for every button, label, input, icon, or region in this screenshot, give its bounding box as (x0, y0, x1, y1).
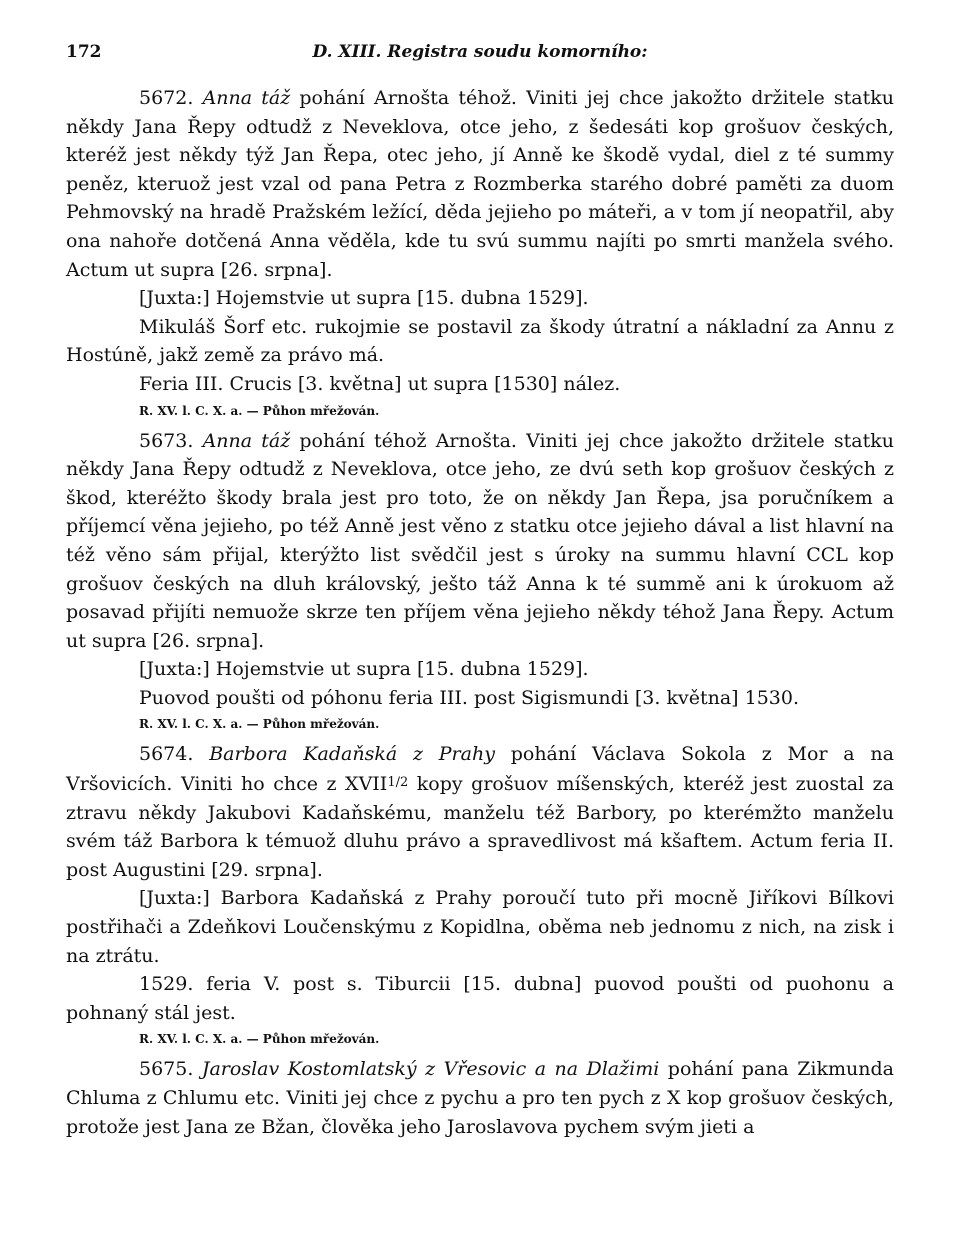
entry-paragraph: [Juxta:] Barbora Kadaňská z Prahy poroučí tuto při mocně Jiříkovi Bílkovi postřihači a Zdeňkovi Loučenskýmu z Kopidlna, oběma neb jednomu z nich, na zisk i na ztrátu. (66, 887, 894, 967)
entry-text: pohání pana Zikmunda Chluma z Chlumu etc. Viniti jej chce z pychu a pro ten pych z X kop grošuov českých, protože jest Jana ze Bžan, člověka jeho Jaroslavova pychem svým jieti a (66, 1058, 894, 1138)
entry-paragraph: 1529. feria V. post s. Tiburcii [15. dubna] puovod poušti od puohonu a pohnaný stál jest. (66, 973, 894, 1024)
source-note: R. XV. l. C. X. a. — Půhon mřežován. (139, 717, 380, 732)
entry-lead (66, 740, 894, 884)
page-header (66, 38, 894, 68)
entry-lead (66, 427, 894, 656)
entry-5674 (66, 740, 894, 1051)
entry-text: pohání Václava Sokola z Mor a na Vršovicích. Viniti ho chce z XVII (66, 743, 894, 796)
entry-lead (66, 84, 894, 284)
entry-number: 5674. (139, 743, 194, 766)
fraction: 1/2 (387, 775, 409, 791)
entry-party: Barbora Kadaňská z Prahy (209, 743, 495, 766)
entry-paragraph: Puovod poušti od póhonu feria III. post Sigismundi [3. května] 1530. (139, 686, 799, 709)
running-title: D. XIII. Registra soudu komorního: (312, 42, 648, 62)
entry-party: Anna táž (202, 429, 291, 452)
source-note: R. XV. l. C. X. a. — Půhon mřežován. (139, 1032, 380, 1047)
entry-number: 5673. (139, 429, 194, 452)
entry-text: kopy grošuov míšenských, kteréž jest zuostal za ztravu někdy Jakubovi Kadaňskému, manželu též Barbory, po kterémžto manželu svém táž Barbora k témuož dluhu právo a spravedlivost má kšaftem. Actum feria II. post Augustini [29. srpna]. (66, 773, 894, 881)
document-page (66, 38, 894, 1141)
entry-5675 (66, 1055, 894, 1141)
entry-5672 (66, 84, 894, 423)
entry-party: Jaroslav Kostomlatský z Vřesovic a na Dlažimi (201, 1058, 660, 1081)
source-note: R. XV. l. C. X. a. — Půhon mřežován. (139, 403, 380, 418)
entry-paragraph: Mikuláš Šorf etc. rukojmie se postavil za škody útratní a nákladní za Annu z Hostúně, jakž země za právo má. (66, 315, 894, 367)
entry-number: 5675. (139, 1058, 194, 1081)
entry-paragraph: Feria III. Crucis [3. května] ut supra [1530] nález. (139, 372, 621, 395)
entry-party: Anna táž (202, 87, 291, 109)
page-number: 172 (66, 42, 102, 62)
entry-number: 5672. (139, 87, 194, 109)
entry-paragraph: [Juxta:] Hojemstvie ut supra [15. dubna 1529]. (139, 287, 589, 310)
entry-paragraph: [Juxta:] Hojemstvie ut supra [15. dubna 1529]. (139, 658, 589, 681)
entry-lead (66, 1055, 894, 1141)
entry-5673 (66, 427, 894, 737)
entry-text: pohání téhož Arnošta. Viniti jej chce jakožto držitele statku někdy Jana Řepy odtudž z Neveklova, otce jeho, ze dvú seth kop grošuov českých z škod, kteréžto škody brala jest pro toto, že on někdy Jan Řepa, jsa poručníkem a příjemcí věna jejieho, po též Anně jest věno z statku otce jejieho dával a list hlavní na též věno sám přijal, kterýžto list svědčil jest s úroky na summu hlavní CCL kop grošuov českých na dluh královský, ješto táž Anna k té summě ani k úrokuom až posavad přijíti nemuože skrze ten příjem věna jejieho někdy téhož Jana Řepy. Actum ut supra [26. srpna]. (66, 429, 894, 652)
entry-text: pohání Arnošta téhož. Viniti jej chce jakožto držitele statku někdy Jana Řepy odtudž z Neveklova, otce jeho, z šedesáti kop grošuov českých, kteréž jest někdy týž Jan Řepa, otec jeho, jí Anně ke škodě vydal, diel z té summy peněz, kteruož jest vzal od pana Petra z Rozmberka starého dobré paměti za duom Pehmovský na hradě Pražském ležící, děda jejieho po máteři, a v tom jí neopatřil, aby ona nahoře dotčená Anna věděla, kde tu svú summu najíti po smrti manžela svého. Actum ut supra [26. srpna]. (66, 87, 894, 281)
